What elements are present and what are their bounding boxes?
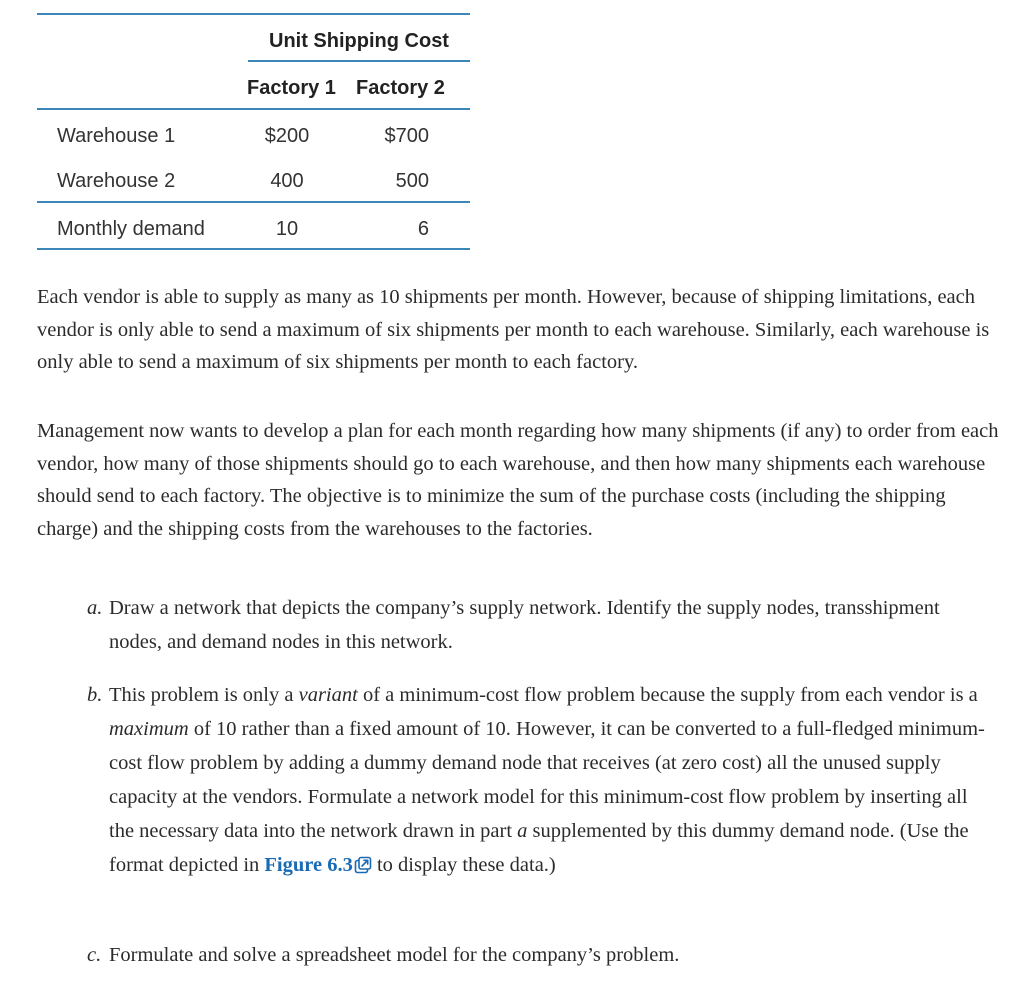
item-label-a: a. [87, 597, 103, 619]
table-group-header: Unit Shipping Cost [269, 30, 449, 52]
cell-warehouse-1-factory-1: $200 [264, 125, 310, 147]
question-item-a [87, 591, 987, 659]
table-bottom-rule [37, 248, 470, 250]
column-header-factory-2: Factory 2 [356, 77, 445, 99]
shipping-cost-table [37, 13, 470, 251]
paragraph-management-plan: Management now wants to develop a plan for each month regarding how many shipments (if any) to order from each vendor, how many of those shipments should go to each warehouse, and then how many shipments each warehouse should send to each factory. The objective is to minimize the sum of the purchase costs (including the shipping charge) and the shipping costs from the warehouses to the factories. [37, 420, 999, 540]
paragraph-vendor-supply: Each vendor is able to supply as many as 10 shipments per month. However, because of shipping limitations, each vendor is only able to send a maximum of six shipments per month to each warehouse. Similarly, each warehouse is only able to send a maximum of six shipments per month to each factory. [37, 286, 990, 373]
figure-6-3-link[interactable]: Figure 6.3 [264, 854, 353, 876]
row-label-warehouse-2: Warehouse 2 [57, 170, 176, 192]
column-header-factory-1: Factory 1 [247, 77, 336, 99]
item-text-a: Draw a network that depicts the company’s supply network. Identify the supply nodes, transshipment nodes, and demand nodes in this network. [109, 597, 940, 653]
cell-warehouse-2-factory-1: 400 [270, 170, 304, 192]
item-b-text-1: This problem is only a [109, 684, 299, 706]
item-label-c: c. [87, 944, 102, 966]
item-text-c: Formulate and solve a spreadsheet model for the company’s problem. [109, 944, 680, 966]
item-b-text-2: of a minimum-cost flow problem because the supply from each vendor is a [357, 684, 978, 706]
cell-demand-factory-1: 10 [275, 218, 299, 240]
cell-warehouse-1-factory-2: $700 [384, 125, 429, 147]
row-label-warehouse-1: Warehouse 1 [57, 125, 176, 147]
item-text-b [109, 678, 987, 882]
question-item-c [87, 938, 987, 972]
item-b-text-3: of 10 rather than a fixed amount of 10. However, it can be converted to a full-fledged minimum-cost flow problem by adding a dummy demand node that receives (at zero cost) all the unused supply capacity at the vendors. Formulate a network model for this minimum-cost flow problem by inserting all the necessary data into the network drawn in part [109, 718, 985, 842]
item-b-emphasis-variant: variant [298, 684, 358, 706]
item-b-emphasis-maximum: maximum [109, 718, 189, 740]
row-label-monthly-demand: Monthly demand [57, 218, 205, 240]
item-b-text-5: to display these data.) [371, 854, 556, 876]
table-top-rule [37, 13, 470, 15]
item-label-b: b. [87, 684, 103, 706]
table-body-rule [37, 201, 470, 203]
item-b-emphasis-part-a: a [517, 820, 528, 842]
cell-warehouse-2-factory-2: 500 [395, 170, 429, 192]
table-group-rule [248, 60, 470, 62]
external-link-icon[interactable] [354, 856, 372, 874]
table-header-rule [37, 108, 470, 110]
item-b-text-4: supplemented by this dummy demand node. (Use the format depicted in [109, 820, 969, 876]
question-item-b [87, 678, 987, 882]
cell-demand-factory-2: 6 [417, 218, 429, 240]
